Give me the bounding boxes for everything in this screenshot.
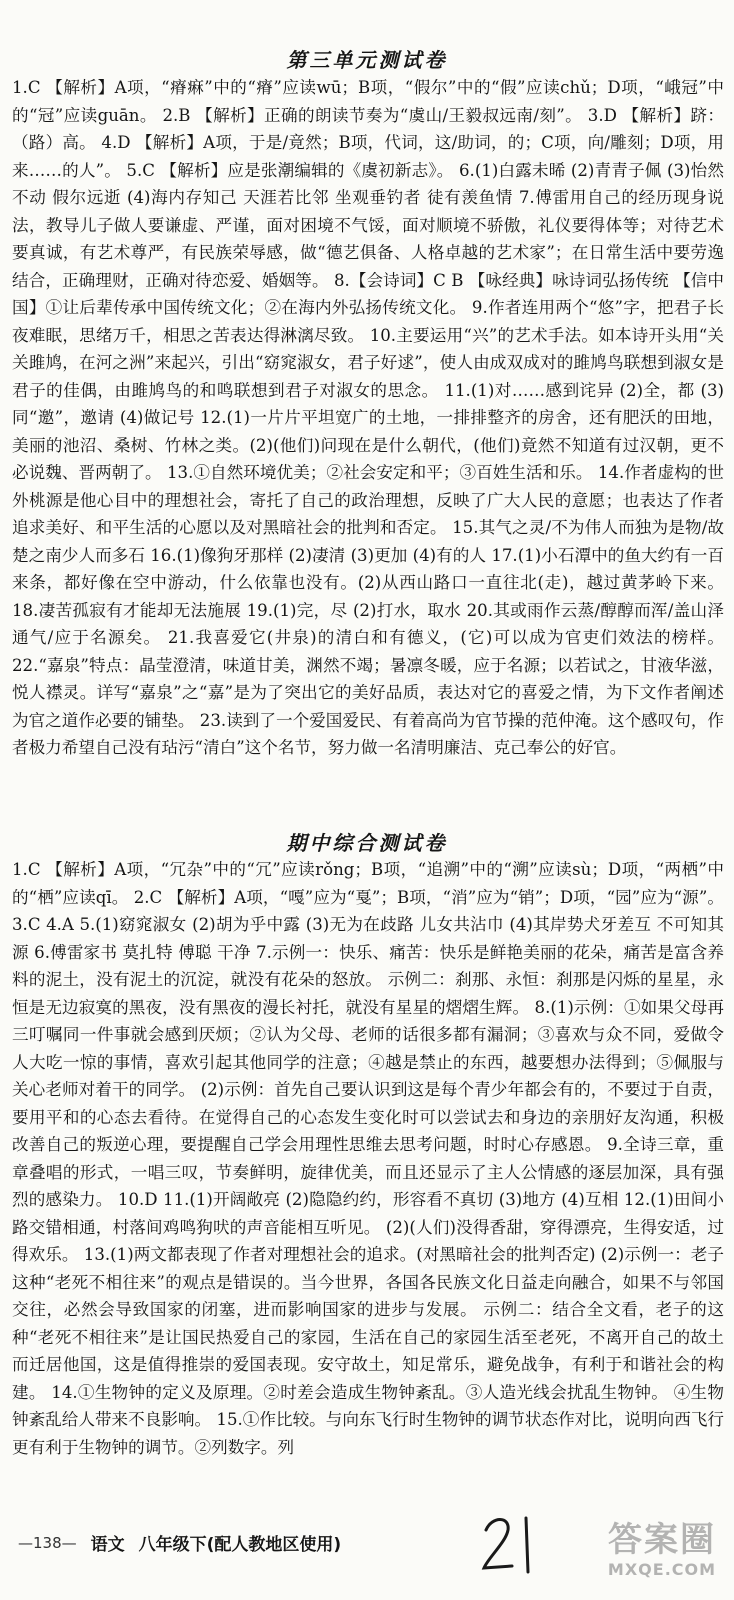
- handwritten-number: [478, 1508, 548, 1578]
- watermark-url: MXQE.COM: [607, 1560, 717, 1579]
- midterm-answers: [12, 856, 724, 1461]
- unit3-answers: [12, 74, 724, 762]
- unit3-answer-text: 1.C 【解析】A项，“瘠痳”中的“瘠”应读wū；B项，“假尔”中的“假”应读chǔ；D项，“峨冠”中的“冠”应读guān。 2.B 【解析】正确的朗读节奏为“虞山/王毅叔远南/刻”。 3.D 【解析】跻：（路）高。 4.D 【解析】A项，于是/竟然；B项，代词，这/助词，的；C项，向/雕刻；D项，用来……的人”。 5.C 【解析】应是张潮编辑的《虞初新志》。 6.(1)白露未晞 (2)青青子佩 (3)怡然不动 假尔远逝 (4)海内存知己 天涯若比邻 坐观垂钓者 徒有羡鱼情 7.傅雷用自己的经历现身说法，教导儿子做人要谦虚、严谨，面对困境不气馁，面对顺境不骄傲，礼仪要得体等；对待艺术要真诚，有艺术尊严，有民族荣辱感，做“德艺俱备、人格卓越的艺术家”；在日常生活中要劳逸结合，正确理财，正确对待恋爱、婚姻等。 8.【会诗词】C B 【咏经典】咏诗词弘扬传统 【信中国】①让后辈传承中国传统文化；②在海内外弘扬传统文化。 9.作者连用两个“悠”字，把君子长夜难眠，思绪万千，相思之苦表达得淋漓尽致。 10.主要运用“兴”的艺术手法。如本诗开头用“关关雎鸠，在河之洲”来起兴，引出“窈窕淑女，君子好逑”，使人由成双成对的雎鸠鸟联想到淑女是君子的佳偶，由雎鸠鸟的和鸣联想到君子对淑女的思念。 11.(1)对……感到诧异 (2)全，都 (3)同“邀”，邀请 (4)做记号 12.(1)一片片平坦宽广的土地，一排排整齐的房舍，还有肥沃的田地，美丽的池沼、桑树、竹林之类。(2)(他们)问现在是什么朝代，(他们)竟然不知道有过汉朝，更不必说魏、晋两朝了。 13.①自然环境优美；②社会安定和平；③百姓生活和乐。 14.作者虚构的世外桃源是他心目中的理想社会，寄托了自己的政治理想，反映了广大人民的意愿；也表达了作者追求美好、和平生活的心愿以及对黑暗社会的批判和否定。 15.其气之灵/不为伟人而独为是物/故楚之南少人而多石 16.(1)像狗牙那样 (2)凄清 (3)更加 (4)有的人 17.(1)小石潭中的鱼大约有一百来条，都好像在空中游动，什么依靠也没有。(2)从西山路口一直往北(走)，越过黄茅岭下来。 18.凄苦孤寂有才能却无法施展 19.(1)完，尽 (2)打水，取水 20.其或雨作云蒸/醇醇而浑/盖山泽通气/应于名源矣。 21.我喜爱它(井泉)的清白和有德义，(它)可以成为官吏们效法的榜样。 22.“嘉泉”特点：晶莹澄清，味道甘美，渊然不竭；暑凛冬暖，应于名源；以若试之，甘液华滋，悦人襟灵。详写“嘉泉”之“嘉”是为了突出它的美好品质，表达对它的喜爱之情，为下文作者阐述为官之道作必要的铺垫。 23.读到了一个爱国爱民、有着高尚为官节操的范仲淹。这个感叹句，作者极力希望自己没有玷污“清白”这个名节，努力做一名清明廉洁、克己奉公的好官。: [12, 78, 725, 757]
- footer-subject: 语文: [90, 1535, 125, 1555]
- section-title-midterm-test: 期中综合测试卷: [286, 831, 448, 855]
- watermark-logo: [596, 1520, 728, 1592]
- section-title-unit3-test: 第三单元测试卷: [286, 48, 448, 72]
- footer-grade: 八年级下(配人教地区使用): [138, 1535, 342, 1555]
- page-footer: [18, 1530, 341, 1555]
- midterm-answer-text: 1.C 【解析】A项，“冗杂”中的“冗”应读rǒng；B项，“追溯”中的“溯”应读sù；D项，“两栖”中的“栖”应读qī。 2.C 【解析】A项，“嘎”应为“戛”；B项，“消”应为“销”；D项，“园”应为“源”。 3.C 4.A 5.(1)窈窕淑女 (2)胡为乎中露 (3)无为在歧路 儿女共沾巾 (4)其岸势犬牙差互 不可知其源 6.傅雷家书 莫扎特 傅聪 干净 7.示例一：快乐、痛苦：快乐是鲜艳美丽的花朵，痛苦是富含养料的泥土，没有泥土的沉淀，就没有花朵的怒放。 示例二：刹那、永恒：刹那是闪烁的星星，永恒是无边寂寞的黑夜，没有黑夜的漫长衬托，就没有星星的熠熠生辉。 8.(1)示例：①如果父母再三叮嘱同一件事就会感到厌烦；②认为父母、老师的话很多都有漏洞；③喜欢与众不同，爱做令人大吃一惊的事情，喜欢引起其他同学的注意；④越是禁止的东西，越要想办法得到；⑤佩服与关心老师对着干的同学。 (2)示例：首先自己要认识到这是每个青少年都会有的，不要过于自责，要用平和的心态去看待。在觉得自己的心态发生变化时可以尝试去和身边的亲朋好友沟通，积极改善自己的叛逆心理，要提醒自己学会用理性思维去思考问题，时时心存感恩。 9.全诗三章，重章叠唱的形式，一唱三叹，节奏鲜明，旋律优美，而且还显示了主人公情感的逐层加深，具有强烈的感染力。 10.D 11.(1)开阔敞亮 (2)隐隐约约，形容看不真切 (3)地方 (4)互相 12.(1)田间小路交错相通，村落间鸡鸣狗吠的声音能相互听见。 (2)(人们)没得香甜，穿得漂亮，生得安适，过得欢乐。 13.(1)两文都表现了作者对理想社会的追求。(对黑暗社会的批判否定) (2)示例一：老子这种“老死不相往来”的观点是错误的。当今世界，各国各民族文化日益走向融合，如果不与邻国交往，必然会导致国家的闭塞，进而影响国家的进步与发展。 示例二：结合全文看，老子的这种“老死不相往来”是让国民热爱自己的家园，生活在自己的家园生活至老死，不离开自己的故土而迁居他国，这是值得推崇的爱国表现。安守故土，知足常乐，避免战争，有利于和谐社会的构建。 14.①生物钟的定义及原理。②时差会造成生物钟紊乱。③人造光线会扰乱生物钟。 ④生物钟紊乱给人带来不良影响。 15.①作比较。与向东飞行时生物钟的调节状态作对比，说明向西飞行更有利于生物钟的调节。②列数字。列: [12, 860, 725, 1457]
- watermark-text: 答案圈: [608, 1520, 716, 1560]
- page-number: —138—: [18, 1533, 77, 1552]
